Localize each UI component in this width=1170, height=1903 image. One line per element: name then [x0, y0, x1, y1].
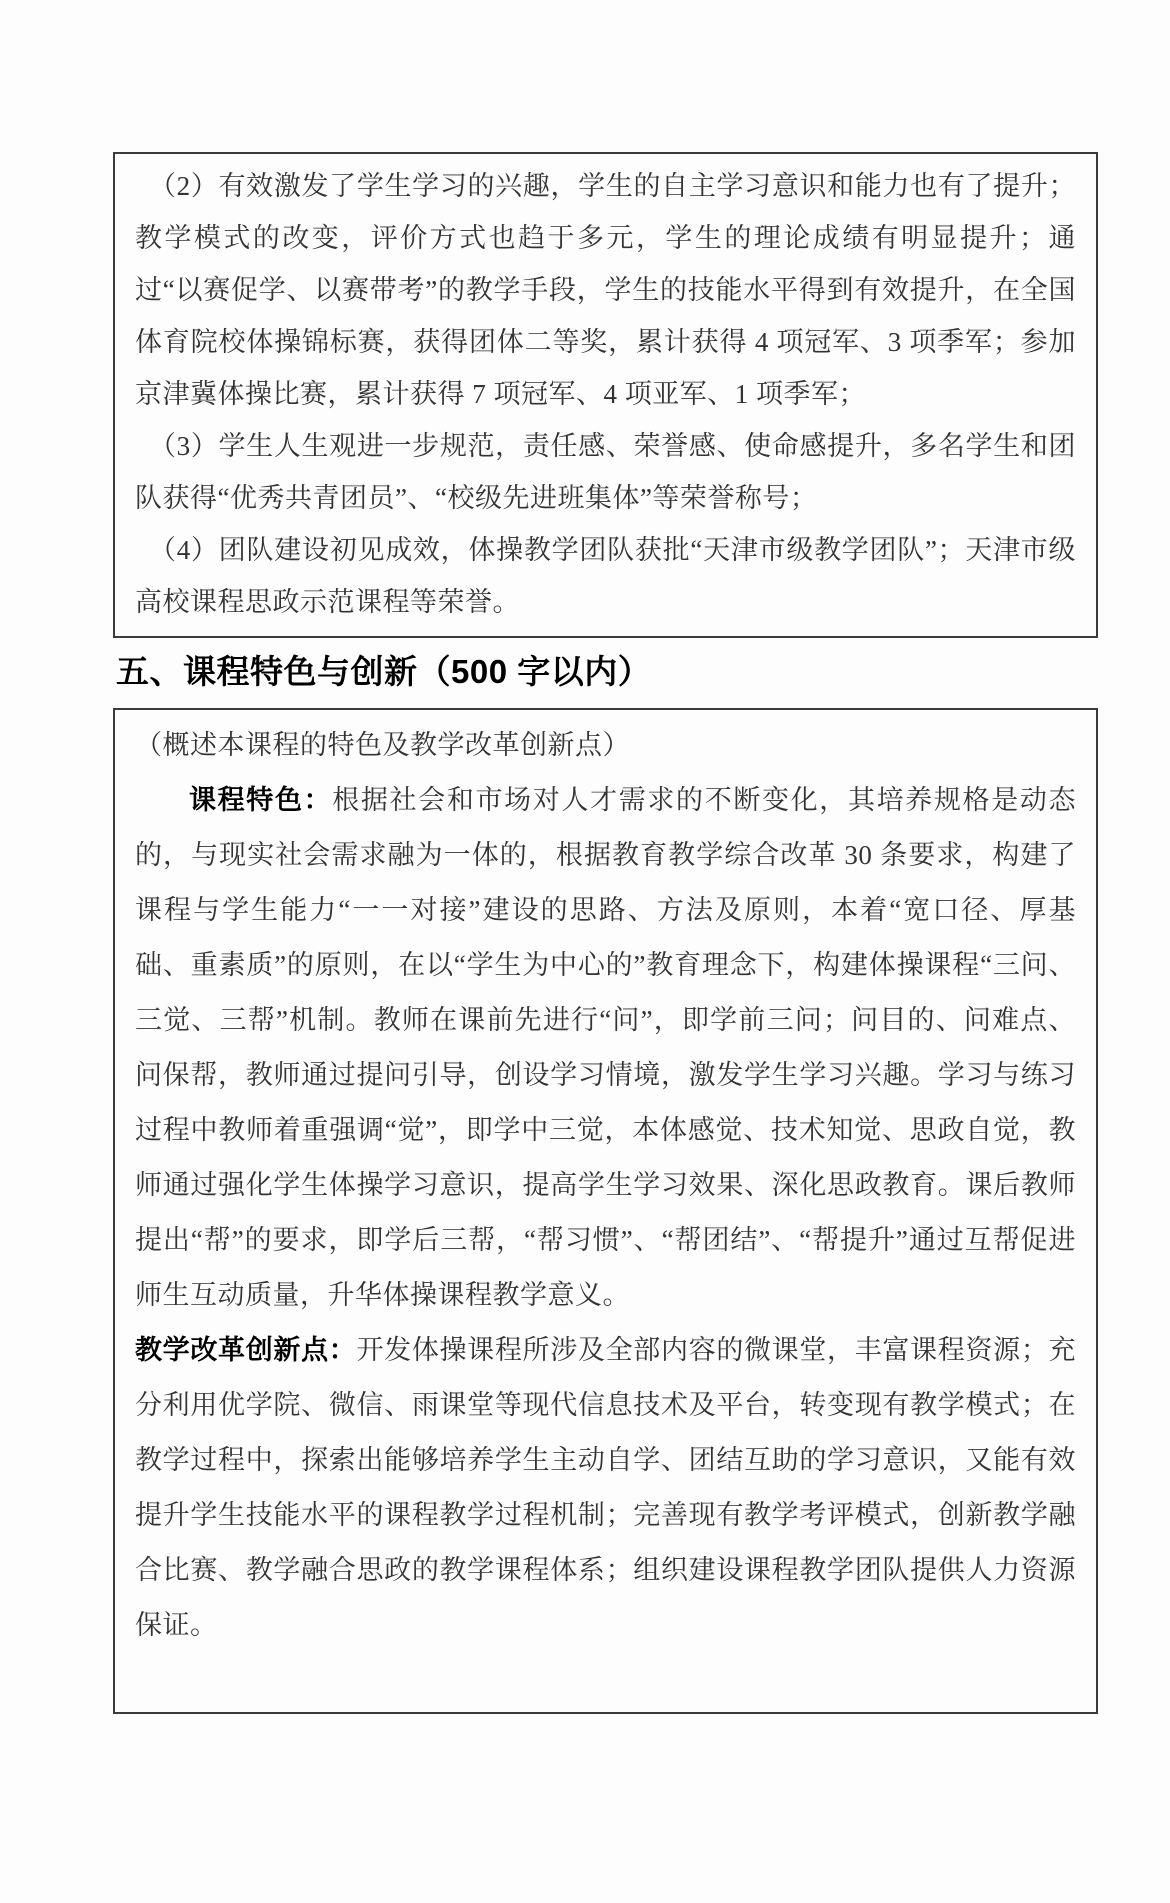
innovation-label: 教学改革创新点：	[135, 1335, 357, 1365]
features-cell	[113, 708, 1098, 1714]
innovation-paragraph	[135, 1323, 1076, 1653]
result-paragraph-3: （3）学生人生观进一步规范，责任感、荣誉感、使命感提升，多名学生和团队获得“优秀共青团员”、“校级先进班集体”等荣誉称号；	[135, 431, 1076, 513]
result-paragraph-2: （2）有效激发了学生学习的兴趣，学生的自主学习意识和能力也有了提升；教学模式的改变，评价方式也趋于多元，学生的理论成绩有明显提升；通过“以赛促学、以赛带考”的教学手段，学生的技能水平得到有效提升，在全国体育院校体操锦标赛，获得团体二等奖，累计获得 4 项冠军、3 项季军；参加京津冀体操比赛，累计获得 7 项冠军、4 项亚军、1 项季军；	[135, 171, 1076, 409]
result-paragraph-4: （4）团队建设初见成效，体操教学团队获批“天津市级教学团队”；天津市级高校课程思政示范课程等荣誉。	[135, 535, 1076, 617]
hint-line: （概述本课程的特色及教学改革创新点）	[135, 730, 630, 760]
features-paragraph	[135, 773, 1076, 1323]
features-label: 课程特色：	[189, 785, 333, 815]
features-text: 根据社会和市场对人才需求的不断变化，其培养规格是动态的，与现实社会需求融为一体的，根据教育教学综合改革 30 条要求，构建了课程与学生能力“一一对接”建设的思路、方法及原则，本着“宽口径、厚基础、重素质”的原则，在以“学生为中心的”教育理念下，构建体操课程“三问、三觉、三帮”机制。教师在课前先进行“问”，即学前三问；问目的、问难点、问保帮，教师通过提问引导，创设学习情境，激发学生学习兴趣。学习与练习过程中教师着重强调“觉”，即学中三觉，本体感觉、技术知觉、思政自觉，教师通过强化学生体操学习意识，提高学生学习效果、深化思政教育。课后教师提出“帮”的要求，即学后三帮，“帮习惯”、“帮团结”、“帮提升”通过互帮促进师生互动质量，升华体操课程教学意义。	[135, 785, 1076, 1310]
results-cell	[113, 152, 1098, 638]
innovation-text: 开发体操课程所涉及全部内容的微课堂，丰富课程资源；充分利用优学院、微信、雨课堂等现代信息技术及平台，转变现有教学模式；在教学过程中，探索出能够培养学生主动自学、团结互助的学习意识，又能有效提升学生技能水平的课程教学过程机制；完善现有教学考评模式，创新教学融合比赛、教学融合思政的教学课程体系；组织建设课程教学团队提供人力资源保证。	[135, 1335, 1077, 1640]
section-heading: 五、课程特色与创新（500 字以内）	[116, 653, 652, 690]
